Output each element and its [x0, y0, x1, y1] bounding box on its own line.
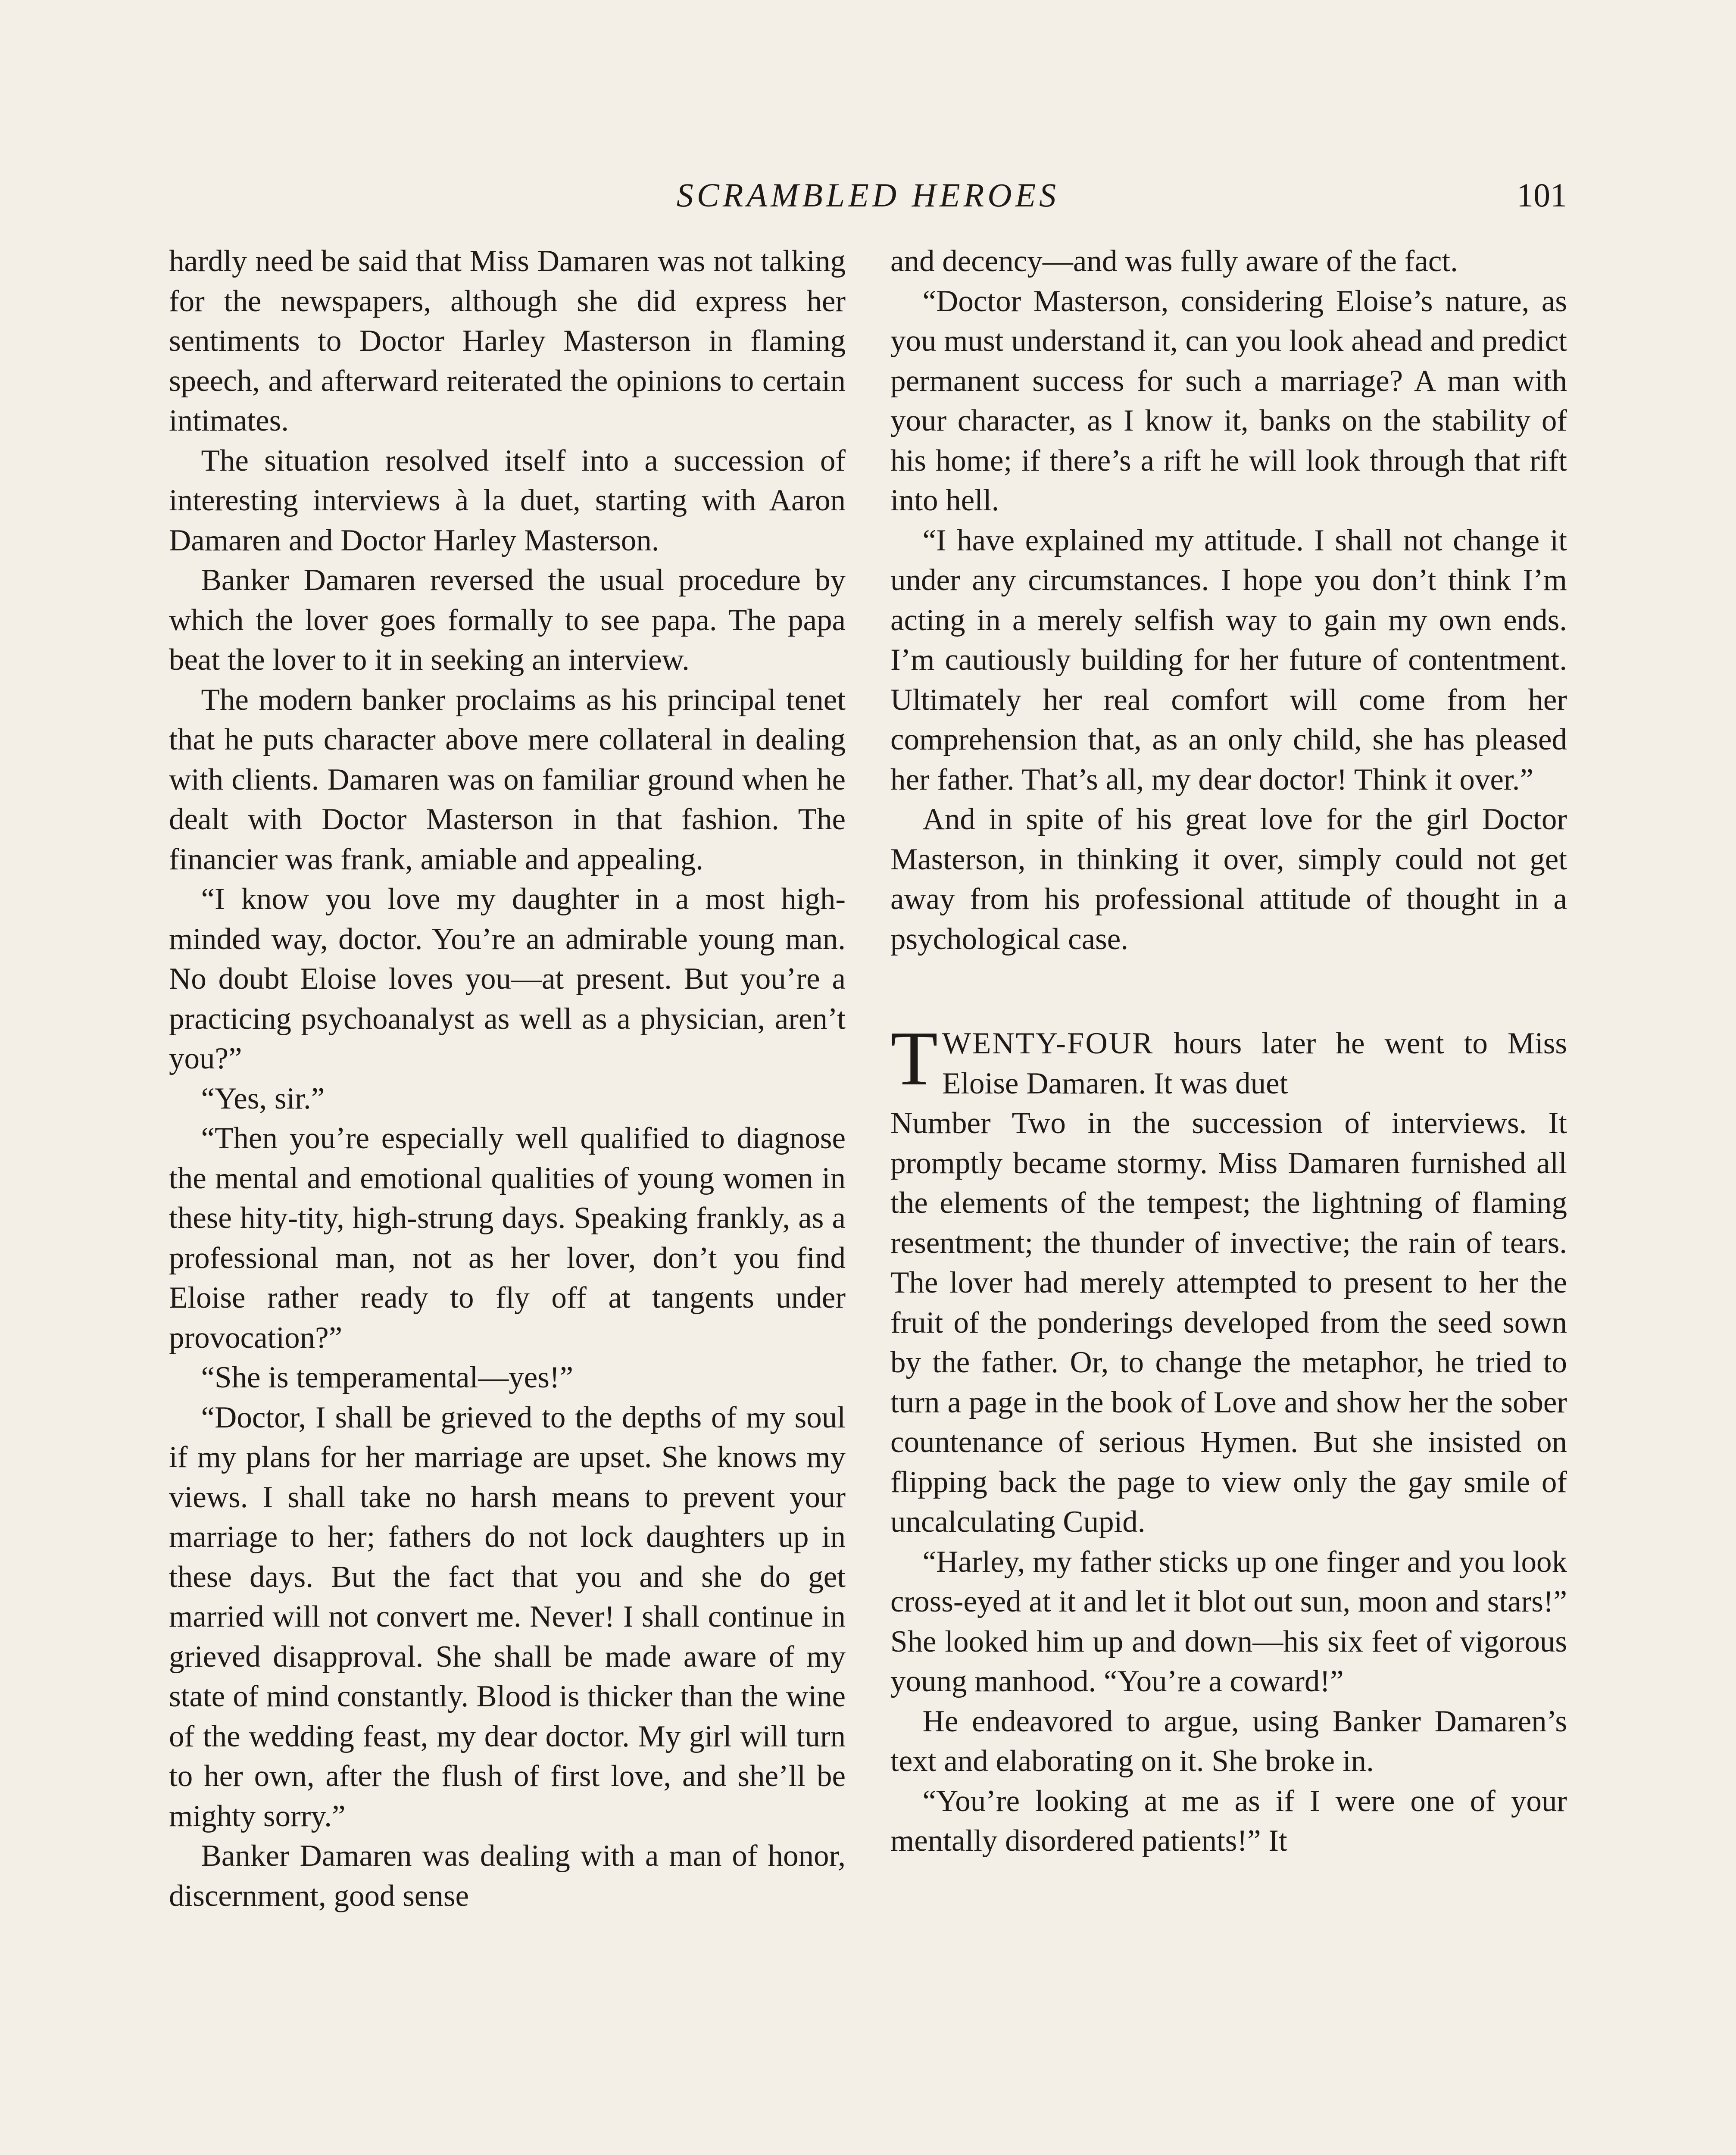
paragraph: “She is temperamental—yes!”	[201, 1361, 574, 1394]
right-column	[890, 241, 1567, 2155]
paragraph: “I have explained my attitude. I shall not change it under any circumstances. I hope you don’t think I’m acting in a merely selfish way to gain my own ends. I’m cautiously building for her future of contentment. Ultimately her real comfort will come from her comprehension that, as an only child, she has pleased her father. That’s all, my dear doctor! Think it over.”	[890, 523, 1567, 796]
paragraph: Banker Damaren reversed the usual procedure by which the lover goes formally to see papa. The papa beat the lover to it in seeking an interview.	[169, 563, 846, 677]
paragraph: The situation resolved itself into a succession of interesting interviews à la duet, starting with Aaron Damaren and Doctor Harley Masterson.	[169, 443, 846, 557]
drop-cap: T	[890, 1015, 938, 1101]
paragraph: And in spite of his great love for the girl Doctor Masterson, in thinking it over, simply could not get away from his professional attitude of thought in a psychological case.	[890, 803, 1567, 956]
small-caps-lead: WENTY-FOUR	[942, 1027, 1154, 1060]
running-title: SCRAMBLED HEROES	[676, 176, 1060, 214]
paragraph: “Then you’re especially well qualified to diagnose the mental and emotional qualities of young women in these hity-tity, high-strung days. Speaking frankly, as a professional man, not as her lover, don’t you find Eloise rather ready to fly off at tangents under provocation?”	[169, 1121, 846, 1355]
paragraph: hardly need be said that Miss Damaren was not talking for the newspapers, although she did express her sentiments to Doctor Harley Masterson in flaming speech, and afterward reiterated the opinions to certain intimates.	[169, 244, 846, 437]
paragraph: “Doctor, I shall be grieved to the depths of my soul if my plans for her marriage are upset. She knows my views. I shall take no harsh means to prevent your marriage to her; fathers do not lock daughters up in these days. But the fact that you and she do get married will not convert me. Never! I shall continue in grieved disapproval. She shall be made aware of my state of mind constantly. Blood is thicker than the wine of the wedding feast, my dear doctor. My girl will turn to her own, after the flush of first love, and she’ll be mighty sorry.”	[169, 1400, 846, 1833]
section-opening-text: hours later he went to Miss Eloise Damaren. It was duet	[942, 1027, 1567, 1100]
paragraph: “Doctor Masterson, considering Eloise’s nature, as you must understand it, can you look ahead and predict permanent success for such a marriage? A man with your character, as I know it, banks on the stability of his home; if there’s a rift he will look through that rift into hell.	[890, 284, 1567, 517]
paragraph: “Yes, sir.”	[201, 1081, 325, 1115]
left-column	[169, 241, 846, 2155]
paragraph: “I know you love my daughter in a most high-minded way, doctor. You’re an admirable young man. No doubt Eloise loves you—at present. But you’re a practicing psychoanalyst as well as a physician, aren’t you?”	[169, 882, 846, 1075]
page-number: 101	[1517, 176, 1567, 214]
section-opening-paragraph	[890, 1015, 1567, 1103]
paragraph: “You’re looking at me as if I were one of your mentally disordered patients!” It	[890, 1784, 1567, 1858]
paragraph: and decency—and was fully aware of the fact.	[890, 244, 1458, 278]
page-header	[169, 172, 1567, 219]
paragraph: “Harley, my father sticks up one finger and you look cross-eyed at it and let it blot out sun, moon and stars!” She looked him up and down—his six feet of vigorous young manhood. “You’re a coward!”	[890, 1545, 1567, 1698]
paragraph: He endeavored to argue, using Banker Damaren’s text and elaborating on it. She broke in.	[890, 1704, 1567, 1778]
text-columns	[169, 241, 1567, 2155]
paragraph: Number Two in the succession of interviews. It promptly became stormy. Miss Damaren furnished all the elements of the tempest; the lightning of flaming resentment; the thunder of invective; the rain of tears. The lover had merely attempted to present to her the fruit of the ponderings developed from the seed sown by the father. Or, to change the metaphor, he tried to turn a page in the book of Love and show her the sober countenance of serious Hymen. But she insisted on flipping back the page to view only the gay smile of uncalculating Cupid.	[890, 1106, 1567, 1539]
paragraph: The modern banker proclaims as his principal tenet that he puts character above mere collateral in dealing with clients. Damaren was on familiar ground when he dealt with Doctor Masterson in that fashion. The financier was frank, amiable and appealing.	[169, 683, 846, 876]
paragraph: Banker Damaren was dealing with a man of honor, discernment, good sense	[169, 1839, 846, 1913]
